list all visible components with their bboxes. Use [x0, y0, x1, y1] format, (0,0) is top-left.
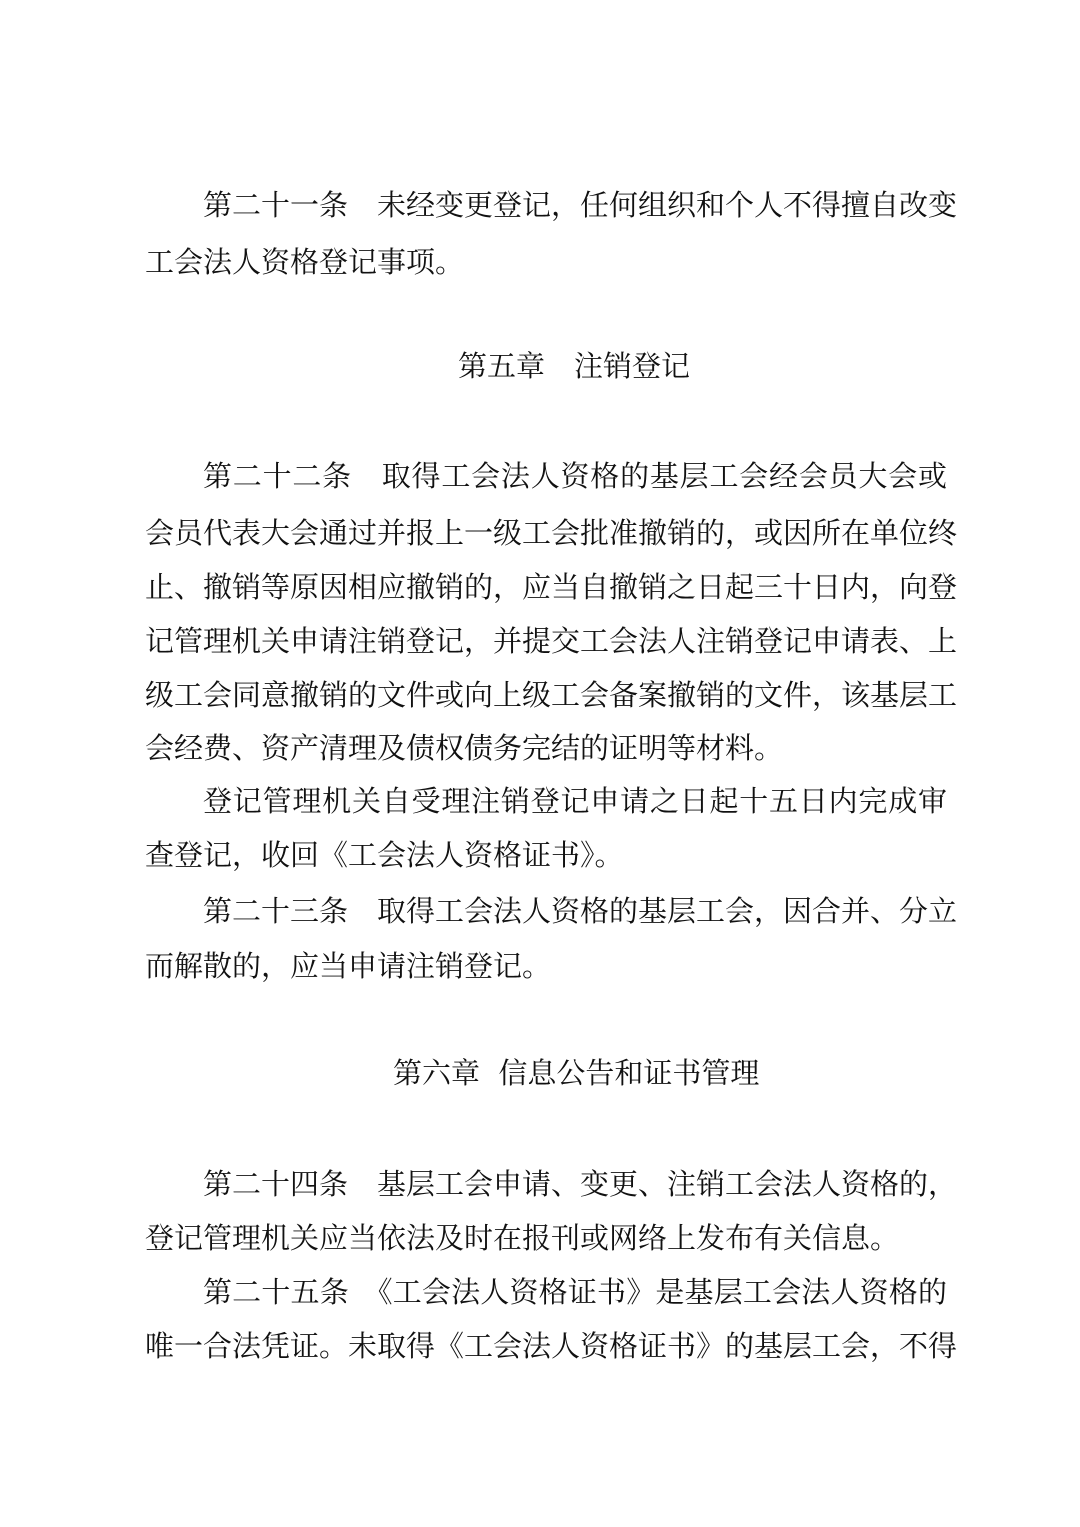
article-22-line-6: 会经费、资产清理及债权债务完结的证明等材料。 — [145, 731, 784, 765]
article-23-line-1: 第二十三条 取得工会法人资格的基层工会，因合并、分立 — [203, 894, 958, 928]
article-22-line-4: 记管理机关申请注销登记，并提交工会法人注销登记申请表、上 — [145, 624, 958, 658]
article-22-para2-line-2: 查登记，收回《工会法人资格证书》。 — [145, 838, 624, 872]
article-22-line-5: 级工会同意撤销的文件或向上级工会备案撤销的文件，该基层工 — [145, 678, 958, 712]
article-21-line-2: 工会法人资格登记事项。 — [145, 245, 465, 279]
chapter-5-heading: 第五章 注销登记 — [458, 349, 691, 383]
article-25-line-1: 第二十五条 《工会法人资格证书》是基层工会法人资格的 — [203, 1275, 947, 1309]
article-22-para2-line-1: 登记管理机关自受理注销登记申请之日起十五日内完成审 — [203, 784, 947, 818]
article-22-line-3: 止、撤销等原因相应撤销的，应当自撤销之日起三十日内，向登 — [145, 570, 958, 604]
article-24-line-2: 登记管理机关应当依法及时在报刊或网络上发布有关信息。 — [145, 1221, 900, 1255]
article-21-line-1: 第二十一条 未经变更登记，任何组织和个人不得擅自改变 — [203, 188, 958, 222]
chapter-6-heading: 第六章 信息公告和证书管理 — [393, 1056, 760, 1090]
article-22-line-2: 会员代表大会通过并报上一级工会批准撤销的，或因所在单位终 — [145, 516, 958, 550]
article-22-line-1: 第二十二条 取得工会法人资格的基层工会经会员大会或 — [203, 459, 947, 493]
article-23-line-2: 而解散的，应当申请注销登记。 — [145, 949, 552, 983]
article-25-line-2: 唯一合法凭证。未取得《工会法人资格证书》的基层工会，不得 — [145, 1329, 958, 1363]
article-24-line-1: 第二十四条 基层工会申请、变更、注销工会法人资格的， — [203, 1167, 958, 1201]
